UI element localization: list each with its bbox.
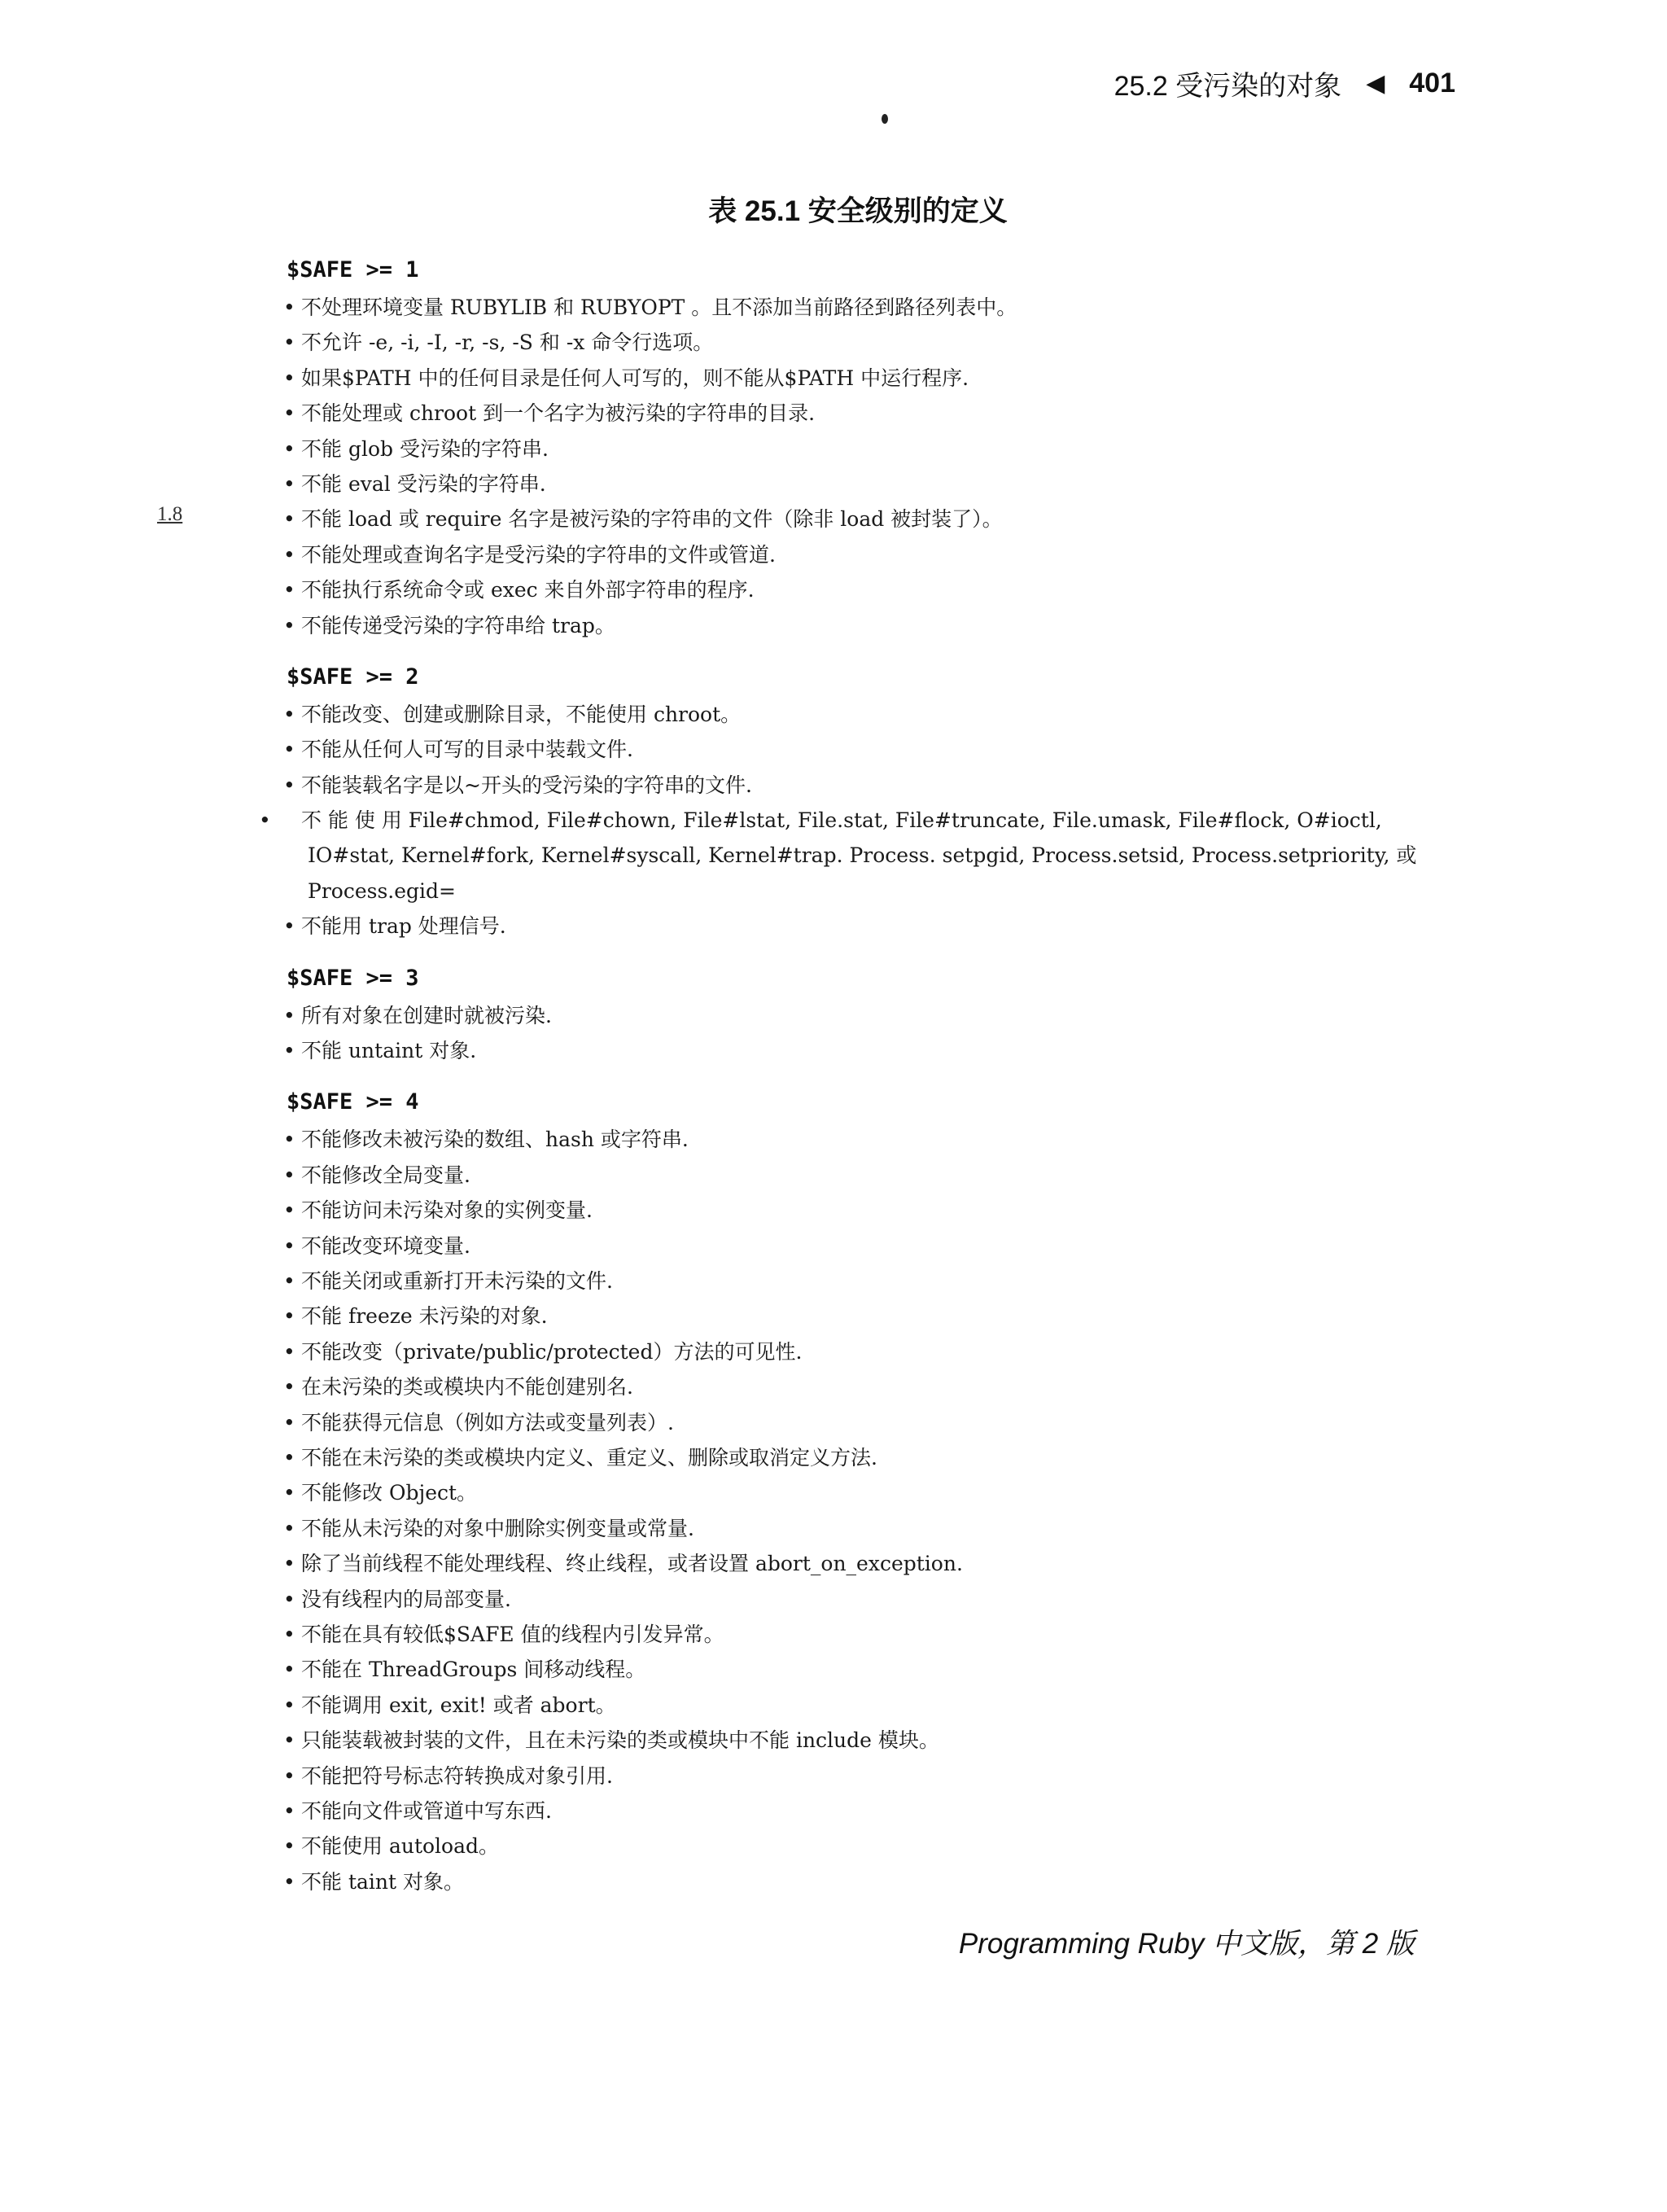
list-item [283,1723,1423,1758]
list-item [283,1794,1423,1829]
bullet-icon: • [283,1798,295,1823]
item-text: 只能装载被封装的文件，且在未污染的类或模块中不能 include 模块。 [301,1728,939,1753]
bullet-icon: • [283,331,295,355]
list-item [283,466,1423,502]
list-item [283,1229,1423,1264]
bullet-icon: • [283,1198,295,1223]
item-text: 不能改变（private/public/protected）方法的可见性. [301,1339,803,1364]
item-text: 不能从任何人可写的目录中装载文件. [301,738,633,762]
item-text: 不能向文件或管道中写东西. [301,1798,552,1823]
item-text: 不处理环境变量 RUBYLIB 和 RUBYOPT 。且不添加当前路径到路径列表中。 [301,296,1017,319]
bullet-icon: • [283,1834,295,1859]
item-text: 不能装载名字是以~开头的受污染的字符串的文件. [301,773,752,797]
bullet-icon: • [283,1003,295,1027]
list-item [283,1688,1423,1723]
bullet-icon: • [283,738,295,762]
bullet-icon: • [283,1375,295,1399]
list-item [283,537,1423,572]
section-safe-2 [259,661,1423,944]
bullet-icon: • [283,1410,295,1435]
list-item [283,1582,1423,1617]
bullet-icon: • [283,471,295,496]
item-text: 不能 taint 对象。 [301,1869,464,1894]
bullet-icon: • [283,1339,295,1364]
bullet-icon: • [283,773,295,797]
bullet-icon: • [283,1304,295,1329]
item-text: 不能 glob 受污染的字符串. [301,436,549,461]
bullet-icon: • [283,1622,295,1646]
item-text: 不 能 使 用 File#chmod, File#chown, File#lstat, File.stat, File#truncate, File.umask, File#flock, O#ioctl, IO#stat, Kernel#fork, Kernel#syscall, Kernel#trap. Process. setpgid, Process.setsid, Process.setpriority, 或 Process.egid= [301,808,1417,903]
item-text: 不能用 trap 处理信号. [301,914,506,939]
bullet-icon: • [283,1516,295,1540]
list-item [283,1652,1423,1687]
bullet-icon: • [283,578,295,602]
item-text: 不能改变、创建或删除目录，不能使用 chroot。 [301,702,742,726]
list-item [283,361,1423,396]
list-item [283,1829,1423,1864]
bullet-icon: • [283,1693,295,1717]
item-text: 除了当前线程不能处理线程、终止线程，或者设置 abort_on_exception. [301,1552,963,1576]
running-header [1114,64,1455,103]
item-text: 不能处理或查询名字是受污染的字符串的文件或管道. [301,542,776,567]
list-item [283,1617,1423,1652]
list-item [283,1369,1423,1404]
list-item [283,1759,1423,1794]
list-item [283,1864,1423,1899]
section-safe-3 [283,962,1423,1069]
bullet-icon: • [283,1445,295,1470]
list-item [283,909,1423,944]
bullet-icon: • [283,1233,295,1258]
item-text: 不能修改全局变量. [301,1163,470,1187]
item-text: 不能关闭或重新打开未污染的文件. [301,1269,613,1294]
item-text: 不能修改未被污染的数组、hash 或字符串. [301,1128,689,1152]
item-text: 在未污染的类或模块内不能创建别名. [301,1375,633,1399]
bullet-icon: • [283,1128,295,1152]
list-item [283,1334,1423,1369]
bullet-icon: • [283,1039,295,1063]
item-text: 不能 untaint 对象. [301,1039,477,1063]
item-text: 不能使用 autoload。 [301,1834,500,1859]
list-item [283,502,1423,537]
bullet-icon: • [283,542,295,567]
item-text: 不能把符号标志符转换成对象引用. [301,1763,613,1788]
list-item [283,768,1423,803]
item-text: 没有线程内的局部变量. [301,1587,511,1611]
list-item [283,1193,1423,1228]
item-text: 不能调用 exit, exit! 或者 abort。 [301,1693,616,1717]
list-item [283,431,1423,466]
list-item [283,1405,1423,1440]
list-item [283,1546,1423,1581]
list-item [283,1033,1423,1068]
item-text: 不能处理或 chroot 到一个名字为被污染的字符串的目录. [301,401,816,426]
list-item [283,572,1423,607]
bullet-icon: • [283,702,295,726]
list-item [283,1158,1423,1193]
item-text: 不能传递受污染的字符串给 trap。 [301,613,615,637]
bullet-icon: • [283,1763,295,1788]
bullet-icon: • [283,1163,295,1187]
table-content [259,254,1423,1917]
section-safe-1 [283,254,1423,643]
item-text: 不能改变环境变量. [301,1233,470,1258]
list-item [283,290,1423,325]
section-heading: $SAFE >= 1 [287,257,419,283]
item-text: 不能在未污染的类或模块内定义、重定义、删除或取消定义方法. [301,1445,877,1470]
scan-speck [882,114,888,124]
bullet-icon: • [283,1269,295,1294]
bullet-icon: • [283,507,295,532]
list-item [283,1299,1423,1334]
item-text: 不能从未污染的对象中删除实例变量或常量. [301,1516,694,1540]
section-title: 25.2 受污染的对象 [1114,71,1342,102]
left-triangle-icon: ◀ [1366,70,1385,97]
bullet-icon: • [283,401,295,426]
list-item [283,1264,1423,1299]
bullet-icon: • [283,1481,295,1505]
list-item [283,998,1423,1033]
book-footer: Programming Ruby 中文版，第 2 版 [958,1928,1415,1960]
item-text: 不能 load 或 require 名字是被污染的字符串的文件（除非 load 被封装了）。 [301,507,1003,532]
list-item [283,396,1423,431]
bullet-icon: • [283,1587,295,1611]
list-item [283,1475,1423,1510]
item-text: 如果$PATH 中的任何目录是任何人可写的，则不能从$PATH 中运行程序. [301,366,969,390]
bullet-icon: • [283,1552,295,1576]
table-title: 表 25.1 安全级别的定义 [708,195,1008,227]
bullet-icon: • [283,436,295,461]
item-text: 不能修改 Object。 [301,1481,478,1505]
list-item [283,697,1423,732]
section-heading: $SAFE >= 2 [287,664,419,690]
page-number: 401 [1409,68,1455,99]
bullet-icon: • [283,1658,295,1682]
item-text: 不能执行系统命令或 exec 来自外部字符串的程序. [301,578,755,602]
bullet-icon: • [283,613,295,637]
list-item [283,1122,1423,1157]
list-item [283,608,1423,643]
list-item [283,1440,1423,1475]
bullet-icon: • [259,808,271,833]
list-item [283,1511,1423,1546]
list-item [283,325,1423,360]
item-text: 不能 eval 受污染的字符串. [301,471,546,496]
item-text: 不能 freeze 未污染的对象. [301,1304,548,1329]
item-text: 不能访问未污染对象的实例变量. [301,1198,593,1223]
bullet-icon: • [283,914,295,939]
section-heading: $SAFE >= 3 [287,965,419,991]
list-item [259,803,1423,909]
bullet-icon: • [283,1728,295,1753]
bullet-icon: • [283,1869,295,1894]
section-heading: $SAFE >= 4 [287,1089,419,1115]
item-text: 不能获得元信息（例如方法或变量列表）. [301,1410,674,1435]
item-text: 不允许 -e, -i, -I, -r, -s, -S 和 -x 命令行选项。 [301,331,714,355]
item-text: 所有对象在创建时就被污染. [301,1003,552,1027]
bullet-icon: • [283,296,295,319]
section-safe-4 [283,1086,1423,1899]
margin-note: 1.8 [157,503,183,525]
bullet-icon: • [283,366,295,390]
list-item [283,732,1423,767]
item-text: 不能在具有较低$SAFE 值的线程内引发异常。 [301,1622,724,1646]
item-text: 不能在 ThreadGroups 间移动线程。 [301,1658,646,1682]
